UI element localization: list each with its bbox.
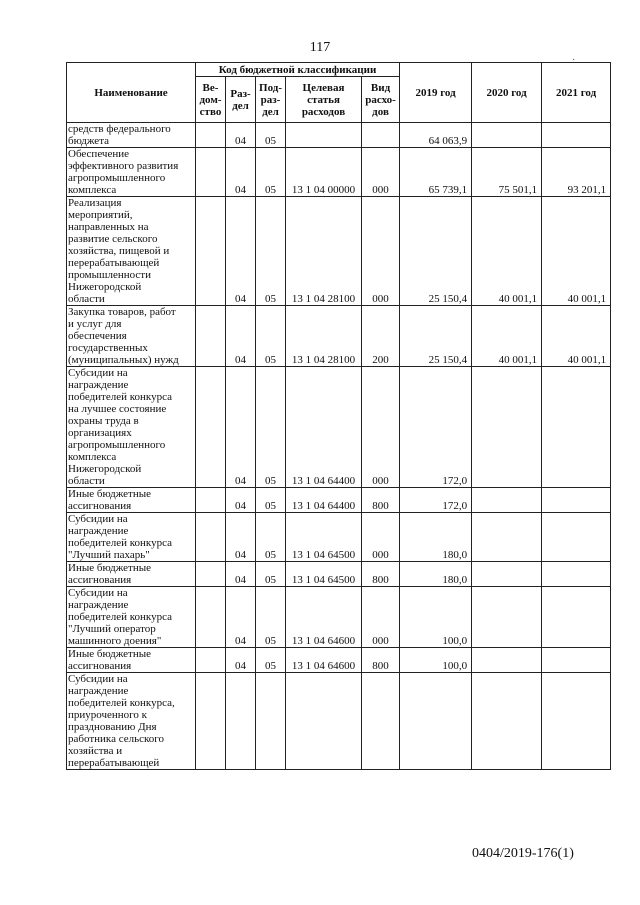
cell-y2021: 40 001,1 <box>542 306 611 367</box>
cell-y2021: 93 201,1 <box>542 148 611 197</box>
cell-vid: 800 <box>362 648 400 673</box>
header-2020: 2020 год <box>472 63 542 123</box>
table-body <box>67 123 611 770</box>
cell-target <box>286 123 362 148</box>
cell-y2021 <box>542 587 611 648</box>
cell-ved <box>196 562 226 587</box>
cell-vid <box>362 123 400 148</box>
cell-y2019: 172,0 <box>400 488 472 513</box>
cell-name: Обеспечение эффективного развития агропромышленного комплекса <box>67 148 196 197</box>
cell-name: Субсидии на награждение победителей конкурса на лучшее состояние охраны труда в организациях агропромышленного комплекса Нижегородской области <box>67 367 196 488</box>
cell-ved <box>196 488 226 513</box>
cell-vid: 000 <box>362 367 400 488</box>
cell-target <box>286 673 362 770</box>
header-razdel: Раз- дел <box>226 77 256 123</box>
cell-y2021 <box>542 513 611 562</box>
cell-podrazdel <box>256 673 286 770</box>
header-podrazdel: Под- раз- дел <box>256 77 286 123</box>
cell-podrazdel: 05 <box>256 513 286 562</box>
table-row <box>67 587 611 648</box>
cell-ved <box>196 648 226 673</box>
cell-ved <box>196 587 226 648</box>
cell-y2019: 100,0 <box>400 648 472 673</box>
cell-y2021 <box>542 367 611 488</box>
cell-podrazdel: 05 <box>256 587 286 648</box>
cell-y2019 <box>400 673 472 770</box>
cell-razdel <box>226 673 256 770</box>
cell-vid: 000 <box>362 197 400 306</box>
cell-razdel: 04 <box>226 367 256 488</box>
table-row <box>67 488 611 513</box>
cell-y2020 <box>472 513 542 562</box>
cell-razdel: 04 <box>226 562 256 587</box>
cell-target: 13 1 04 64600 <box>286 648 362 673</box>
cell-ved <box>196 513 226 562</box>
cell-razdel: 04 <box>226 648 256 673</box>
cell-vid: 000 <box>362 513 400 562</box>
cell-ved <box>196 367 226 488</box>
cell-ved <box>196 673 226 770</box>
cell-podrazdel: 05 <box>256 148 286 197</box>
cell-vid <box>362 673 400 770</box>
cell-razdel: 04 <box>226 123 256 148</box>
cell-ved <box>196 123 226 148</box>
cell-razdel: 04 <box>226 197 256 306</box>
cell-name: Закупка товаров, работ и услуг для обеспечения государственных (муниципальных) нужд <box>67 306 196 367</box>
cell-y2021 <box>542 488 611 513</box>
document-code: 0404/2019-176(1) <box>472 846 574 861</box>
cell-vid: 800 <box>362 488 400 513</box>
cell-vid: 000 <box>362 148 400 197</box>
cell-ved <box>196 148 226 197</box>
header-vid: Вид расхо- дов <box>362 77 400 123</box>
header-classification-group: Код бюджетной классификации <box>196 63 400 77</box>
header-2021: 2021 год <box>542 63 611 123</box>
cell-target: 13 1 04 28100 <box>286 306 362 367</box>
cell-y2020: 75 501,1 <box>472 148 542 197</box>
cell-y2019: 180,0 <box>400 562 472 587</box>
cell-name: Субсидии на награждение победителей конкурса, приуроченного к празднованию Дня работника сельского хозяйства и перерабатывающей <box>67 673 196 770</box>
cell-target: 13 1 04 28100 <box>286 197 362 306</box>
header-2019: 2019 год <box>400 63 472 123</box>
cell-y2021 <box>542 123 611 148</box>
table-row <box>67 123 611 148</box>
cell-y2020 <box>472 123 542 148</box>
cell-podrazdel: 05 <box>256 488 286 513</box>
table-header <box>67 63 611 123</box>
cell-podrazdel: 05 <box>256 562 286 587</box>
cell-target: 13 1 04 64400 <box>286 488 362 513</box>
cell-y2020 <box>472 488 542 513</box>
table-row <box>67 197 611 306</box>
cell-name: Субсидии на награждение победителей конкурса "Лучший оператор машинного доения" <box>67 587 196 648</box>
cell-target: 13 1 04 64500 <box>286 562 362 587</box>
cell-podrazdel: 05 <box>256 123 286 148</box>
cell-y2019: 25 150,4 <box>400 306 472 367</box>
table-row <box>67 513 611 562</box>
table-row <box>67 562 611 587</box>
cell-razdel: 04 <box>226 148 256 197</box>
cell-podrazdel: 05 <box>256 367 286 488</box>
cell-y2020: 40 001,1 <box>472 197 542 306</box>
table-row <box>67 148 611 197</box>
cell-y2019: 180,0 <box>400 513 472 562</box>
header-name: Наименование <box>67 63 196 123</box>
cell-razdel: 04 <box>226 513 256 562</box>
cell-y2019: 25 150,4 <box>400 197 472 306</box>
cell-target: 13 1 04 64500 <box>286 513 362 562</box>
cell-name: Иные бюджетные ассигнования <box>67 562 196 587</box>
budget-table <box>66 62 611 770</box>
header-ved: Ве- дом- ство <box>196 77 226 123</box>
cell-y2020 <box>472 587 542 648</box>
cell-y2019: 65 739,1 <box>400 148 472 197</box>
table-row <box>67 306 611 367</box>
cell-y2020 <box>472 562 542 587</box>
cell-name: средств федерального бюджета <box>67 123 196 148</box>
cell-razdel: 04 <box>226 587 256 648</box>
table-row <box>67 367 611 488</box>
page-number: 117 <box>309 40 331 55</box>
cell-podrazdel: 05 <box>256 648 286 673</box>
cell-razdel: 04 <box>226 488 256 513</box>
cell-target: 13 1 04 64600 <box>286 587 362 648</box>
header-target: Целевая статья расходов <box>286 77 362 123</box>
cell-y2021 <box>542 648 611 673</box>
cell-target: 13 1 04 64400 <box>286 367 362 488</box>
cell-name: Иные бюджетные ассигнования <box>67 648 196 673</box>
cell-y2021 <box>542 673 611 770</box>
cell-target: 13 1 04 00000 <box>286 148 362 197</box>
cell-y2021: 40 001,1 <box>542 197 611 306</box>
cell-y2019: 64 063,9 <box>400 123 472 148</box>
cell-name: Реализация мероприятий, направленных на развитие сельского хозяйства, пищевой и перерабатывающей промышленности Нижегородской области <box>67 197 196 306</box>
scan-mark: · <box>572 55 576 66</box>
cell-ved <box>196 197 226 306</box>
cell-ved <box>196 306 226 367</box>
cell-y2019: 100,0 <box>400 587 472 648</box>
cell-y2021 <box>542 562 611 587</box>
cell-podrazdel: 05 <box>256 197 286 306</box>
cell-y2020 <box>472 648 542 673</box>
cell-name: Субсидии на награждение победителей конкурса "Лучший пахарь" <box>67 513 196 562</box>
cell-name: Иные бюджетные ассигнования <box>67 488 196 513</box>
cell-vid: 800 <box>362 562 400 587</box>
cell-vid: 000 <box>362 587 400 648</box>
cell-y2019: 172,0 <box>400 367 472 488</box>
cell-y2020: 40 001,1 <box>472 306 542 367</box>
cell-y2020 <box>472 673 542 770</box>
cell-razdel: 04 <box>226 306 256 367</box>
cell-vid: 200 <box>362 306 400 367</box>
table-row <box>67 648 611 673</box>
cell-podrazdel: 05 <box>256 306 286 367</box>
cell-y2020 <box>472 367 542 488</box>
table-row <box>67 673 611 770</box>
